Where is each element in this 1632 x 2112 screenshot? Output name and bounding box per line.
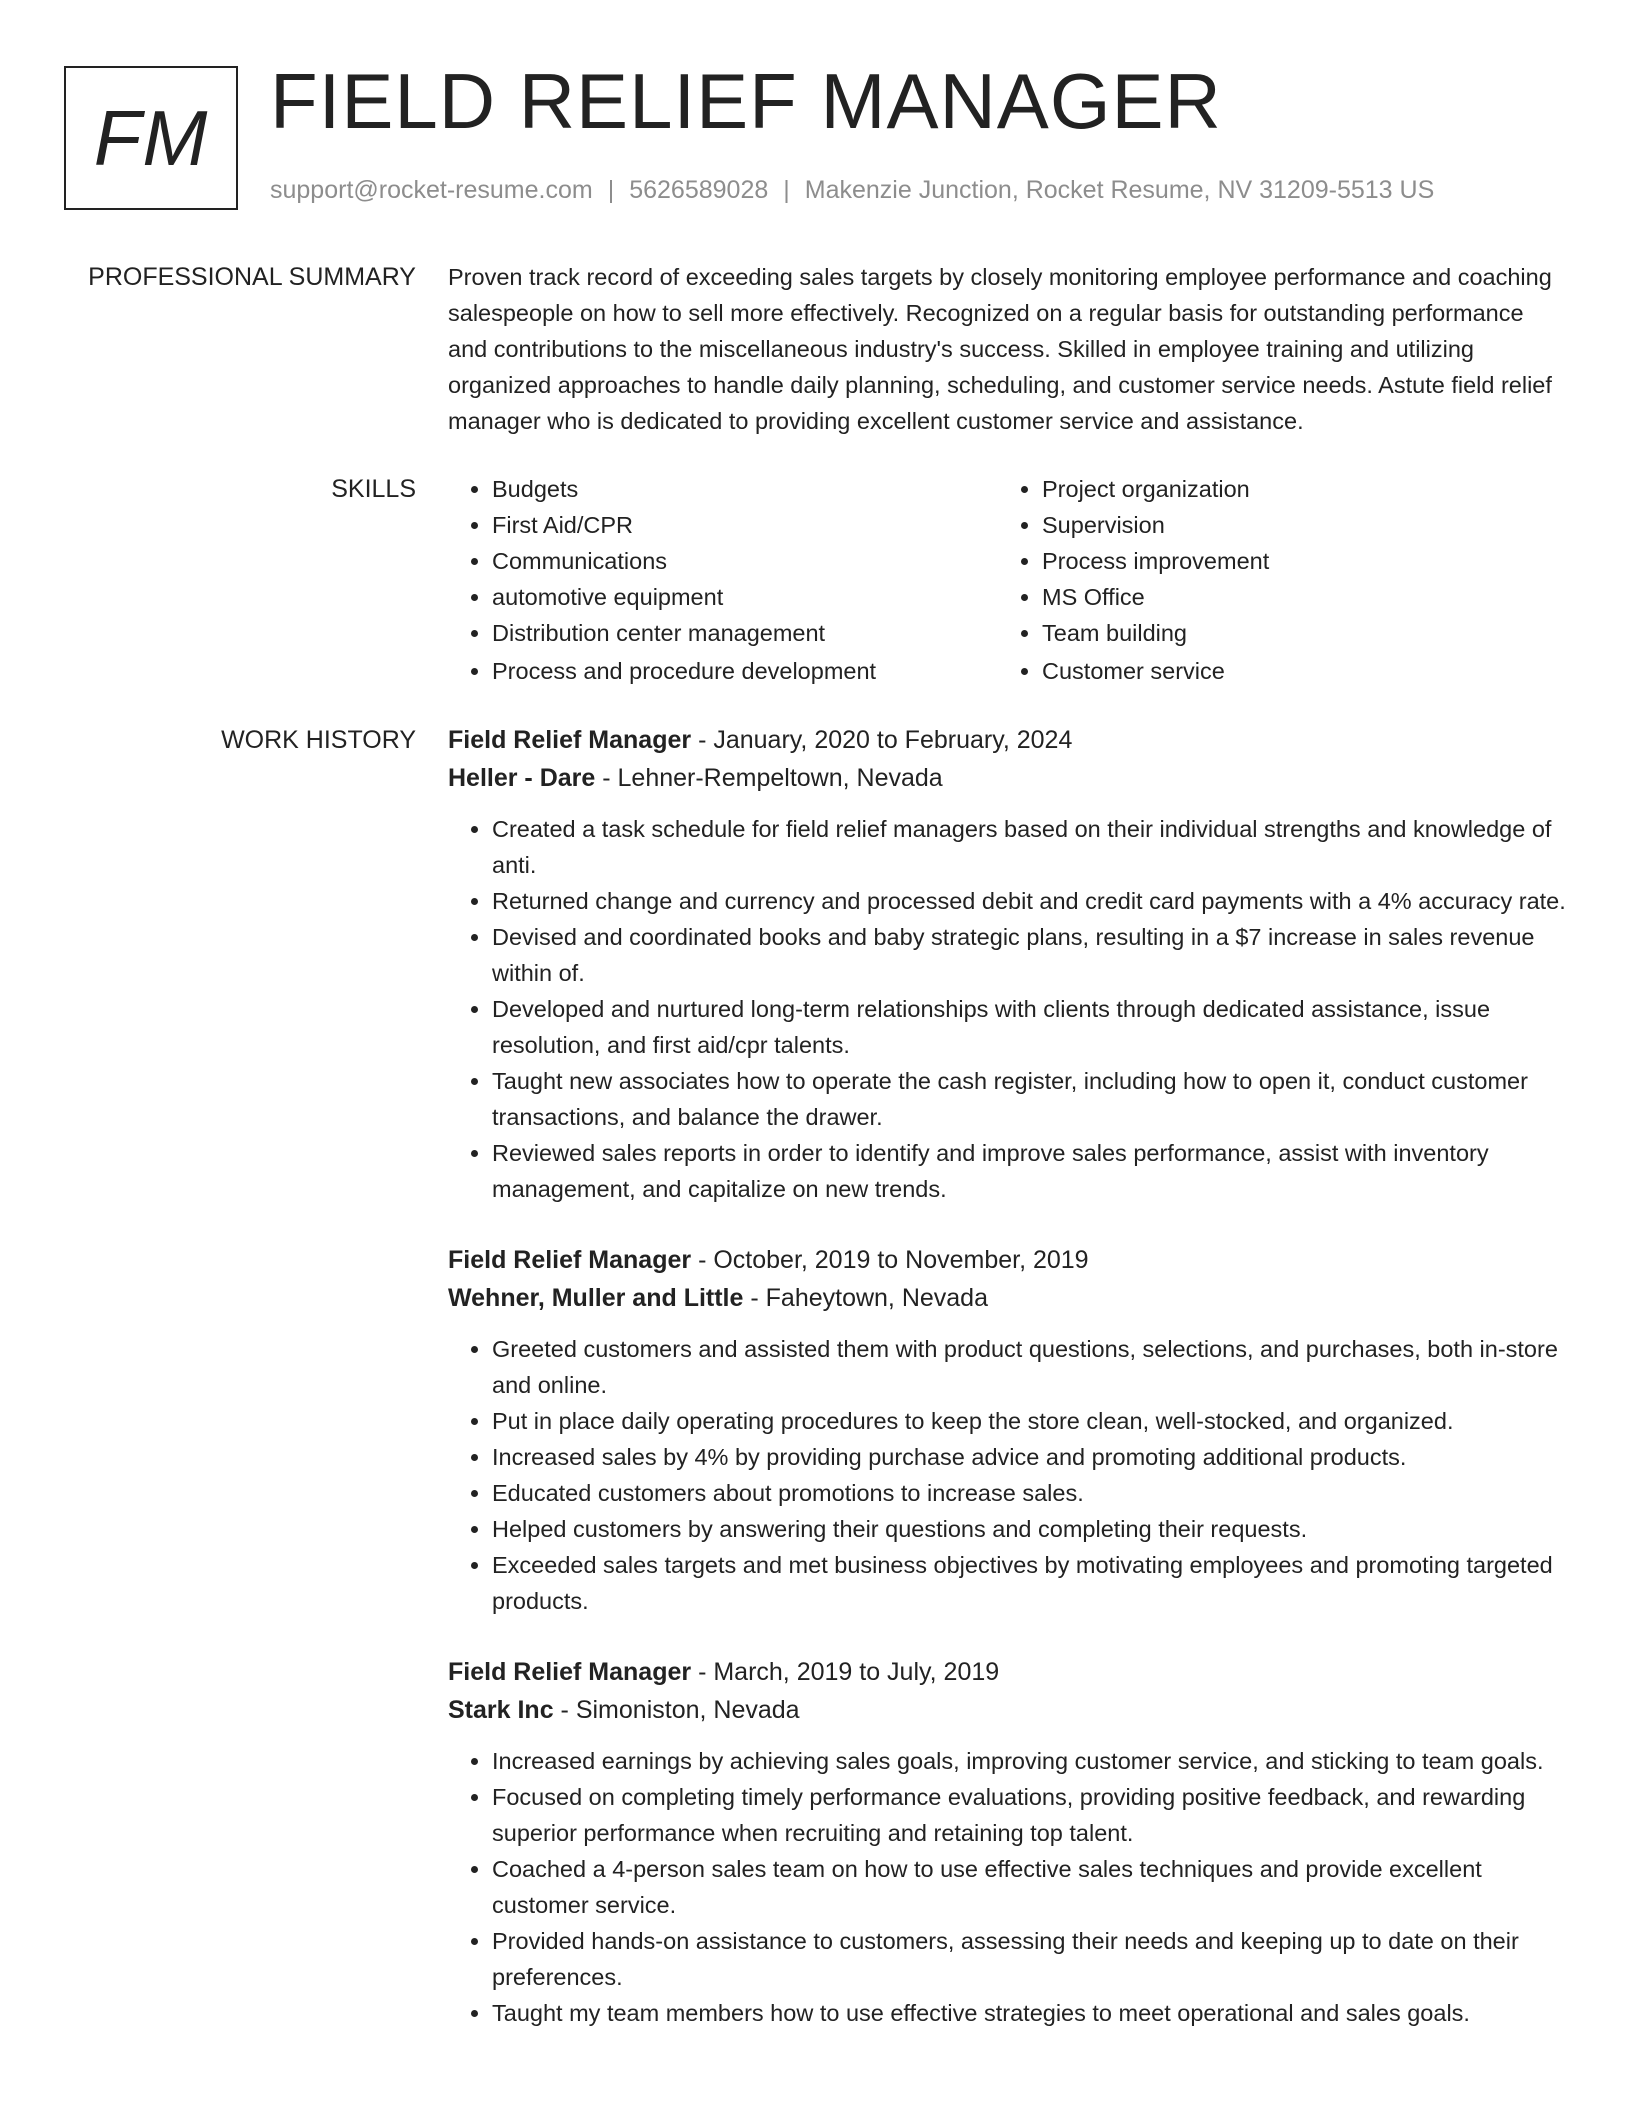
job-entry [448,721,1568,1207]
work-history-heading: WORK HISTORY [221,726,416,754]
contact-separator: | [783,176,790,204]
contact-email[interactable]: support@rocket-resume.com [270,176,593,204]
job-bullet: • Taught my team members how to use effective strategies to meet operational and sales goals. [492,1995,1568,2031]
job-bullet: • Returned change and currency and processed debit and credit card payments with a 4% accuracy rate. [492,883,1568,919]
resume-name: FIELD RELIEF MANAGER [270,57,1222,145]
contact-phone[interactable]: 5626589028 [629,176,769,204]
skills-grid [448,471,1568,689]
job-company: Heller - Dare [448,764,596,792]
job-company-line [448,1691,1568,1729]
job-bullet: • Increased earnings by achieving sales goals, improving customer service, and sticking to team goals. [492,1743,1568,1779]
summary-heading: PROFESSIONAL SUMMARY [88,263,416,291]
monogram-initials: FM [93,93,209,182]
job-location: - Lehner-Rempeltown, Nevada [595,764,943,792]
job-title-line [448,1653,1568,1691]
job-title-line [448,1241,1568,1279]
skill-item: • Team building [1042,615,1548,651]
job-company-line [448,1279,1568,1317]
job-title: Field Relief Manager [448,1246,692,1274]
job-dates: - January, 2020 to February, 2024 [691,726,1073,754]
contact-separator: | [607,176,615,204]
job-bullet: • Developed and nurtured long-term relationships with clients through dedicated assistance, issue resolution, and first aid/cpr talents. [492,991,1568,1063]
skill-item: • automotive equipment [492,579,998,615]
skill-item: • Process and procedure development [492,653,998,689]
job-company: Stark Inc [448,1696,554,1724]
job-bullet: • Coached a 4-person sales team on how to use effective sales techniques and provide excellent customer service. [492,1851,1568,1923]
contact-line [270,176,1434,205]
job-bullets [448,1743,1568,2031]
job-bullets [448,1331,1568,1619]
skills-heading: SKILLS [331,475,416,503]
job-bullet: • Reviewed sales reports in order to identify and improve sales performance, assist with inventory management, and capitalize on new trends. [492,1135,1568,1207]
job-dates: - March, 2019 to July, 2019 [691,1658,1000,1686]
skills-column-right [998,471,1548,689]
job-company-line [448,759,1568,797]
skill-item: • Distribution center management [492,615,998,651]
skills-column-left [448,471,998,689]
job-bullet: • Created a task schedule for field relief managers based on their individual strengths and knowledge of anti. [492,811,1568,883]
job-bullet: • Focused on completing timely performance evaluations, providing positive feedback, and rewarding superior performance when recruiting and retaining top talent. [492,1779,1568,1851]
job-title-line [448,721,1568,759]
monogram-box [64,66,238,210]
job-entry [448,1241,1568,1619]
skill-item: • Customer service [1042,653,1548,689]
job-entry [448,1653,1568,2031]
job-bullet: • Exceeded sales targets and met business objectives by motivating employees and promoting targeted products. [492,1547,1568,1619]
job-bullet: • Helped customers by answering their questions and completing their requests. [492,1511,1568,1547]
job-bullet: • Devised and coordinated books and baby strategic plans, resulting in a $7 increase in sales revenue within of. [492,919,1568,991]
work-history-body [448,721,1568,2065]
job-bullets [448,811,1568,1207]
skill-item: • Project organization [1042,471,1548,507]
job-bullet: • Taught new associates how to operate the cash register, including how to open it, conduct customer transactions, and balance the drawer. [492,1063,1568,1135]
job-company: Wehner, Muller and Little [448,1284,744,1312]
job-location: - Simoniston, Nevada [553,1696,800,1724]
job-bullet: • Increased sales by 4% by providing purchase advice and promoting additional products. [492,1439,1568,1475]
summary-text: Proven track record of exceeding sales targets by closely monitoring employee performance and coaching salespeople on how to sell more effectively. Recognized on a regular basis for outstanding performance and contributions to the miscellaneous industry's success. Skilled in employee training and utilizing organized approaches to handle daily planning, scheduling, and customer service needs. Astute field relief manager who is dedicated to providing excellent customer service and assistance. [448,264,1552,434]
skill-item: • First Aid/CPR [492,507,998,543]
job-title: Field Relief Manager [448,1658,692,1686]
skill-item: • Communications [492,543,998,579]
job-bullet: • Greeted customers and assisted them with product questions, selections, and purchases, both in-store and online. [492,1331,1568,1403]
skill-item: • Budgets [492,471,998,507]
job-bullet: • Provided hands-on assistance to customers, assessing their needs and keeping up to date on their preferences. [492,1923,1568,1995]
contact-address: Makenzie Junction, Rocket Resume, NV 31209-5513 US [804,176,1435,204]
job-bullet: • Educated customers about promotions to increase sales. [492,1475,1568,1511]
skill-item: • Supervision [1042,507,1548,543]
skill-item: • Process improvement [1042,543,1548,579]
job-dates: - October, 2019 to November, 2019 [691,1246,1089,1274]
skill-item: • MS Office [1042,579,1548,615]
job-bullet: • Put in place daily operating procedures to keep the store clean, well-stocked, and organized. [492,1403,1568,1439]
job-location: - Faheytown, Nevada [743,1284,988,1312]
job-title: Field Relief Manager [448,726,692,754]
